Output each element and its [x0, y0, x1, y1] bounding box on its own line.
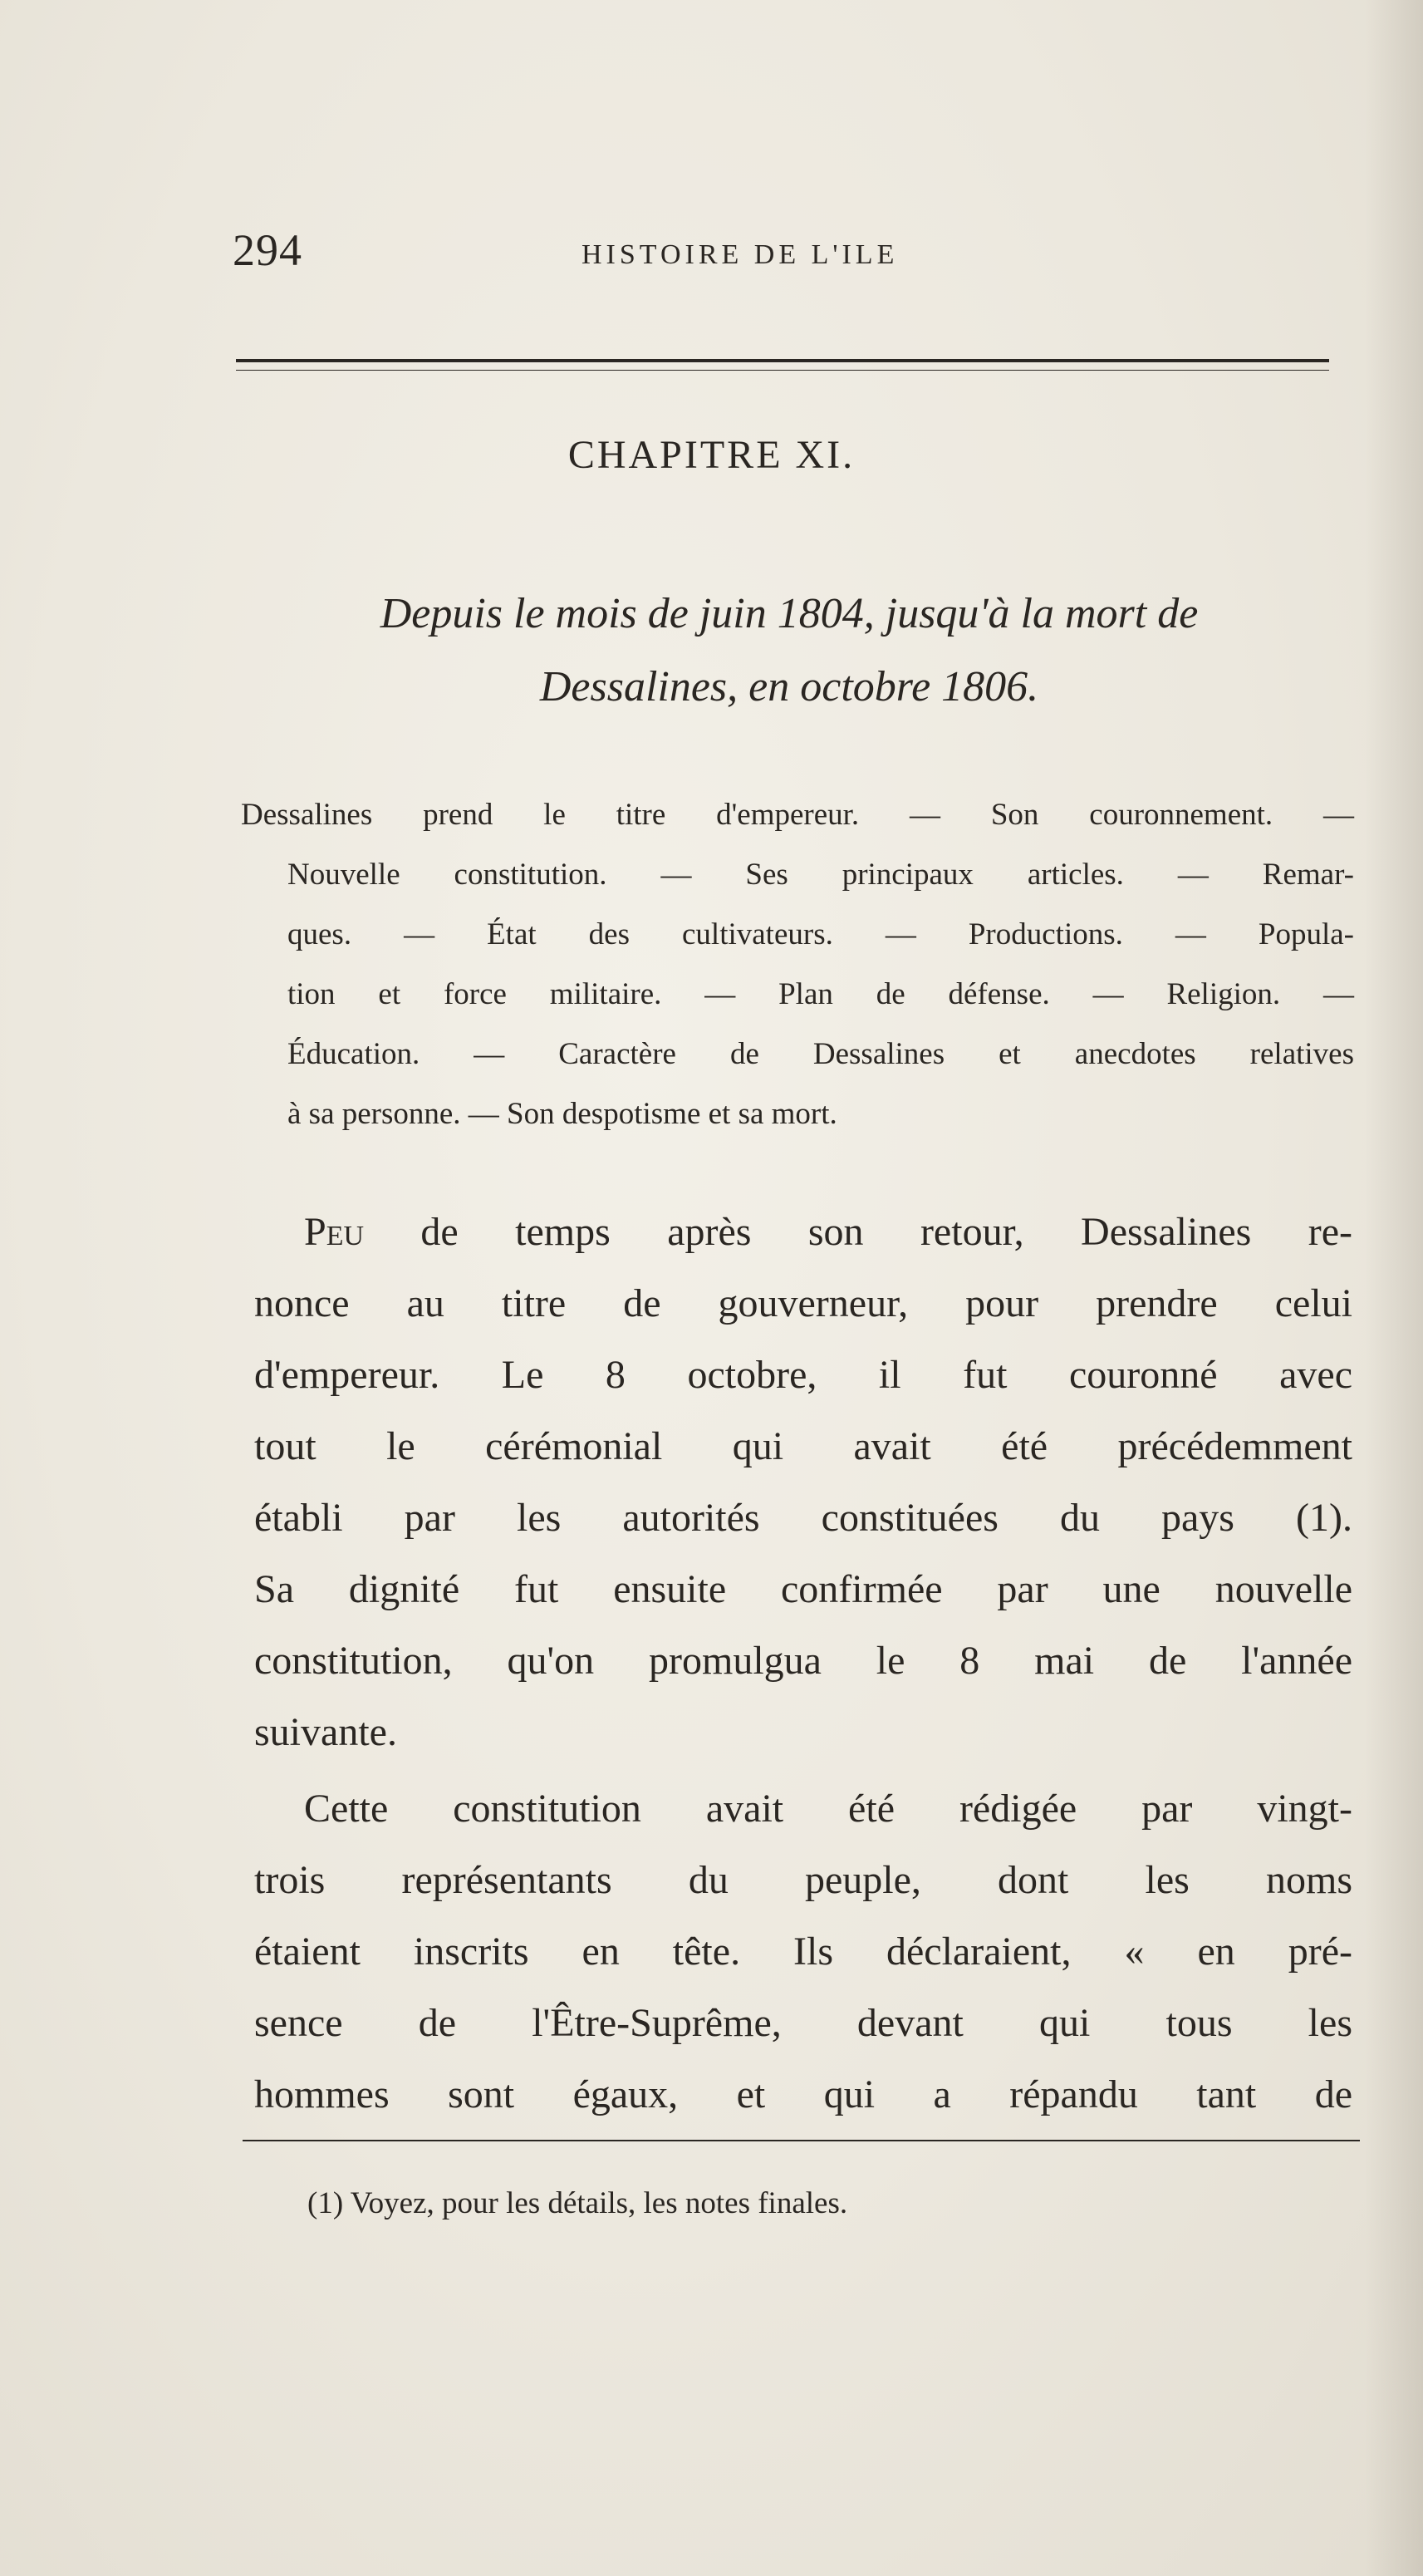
chapter-summary	[241, 785, 1354, 1144]
page-edge-shadow	[1365, 0, 1423, 2576]
body-line-rest: de temps après son retour, Dessalines re-	[364, 1210, 1352, 1254]
body-line: Cette constitution avait été rédigée par vingt-	[304, 1787, 1352, 1831]
body-text	[254, 1197, 1352, 2131]
body-line: tout le cérémonial qui avait été précédemment	[254, 1424, 1352, 1468]
chapter-subtitle-line: Depuis le mois de juin 1804, jusqu'à la mort de	[380, 590, 1199, 637]
body-line: d'empereur. Le 8 octobre, il fut couronné avec	[254, 1353, 1352, 1397]
summary-line: à sa personne. — Son despotisme et sa mort.	[287, 1097, 837, 1131]
body-line: suivante.	[254, 1710, 397, 1754]
footnote: (1) Voyez, pour les détails, les notes finales.	[307, 2186, 848, 2220]
summary-line: tion et force militaire. — Plan de défense. — Religion. —	[287, 977, 1354, 1011]
chapter-title: CHAPITRE XI.	[567, 433, 856, 477]
summary-line: Nouvelle constitution. — Ses principaux articles. — Remar-	[287, 858, 1354, 892]
running-title: HISTOIRE DE L'ILE	[581, 239, 899, 270]
body-line: nonce au titre de gouverneur, pour prendre celui	[254, 1281, 1352, 1325]
body-line: hommes sont égaux, et qui a répandu tant de	[254, 2072, 1352, 2116]
body-line: trois représentants du peuple, dont les noms	[254, 1858, 1352, 1902]
drop-word: Peu	[304, 1210, 365, 1254]
summary-line: Dessalines prend le titre d'empereur. — Son couronnement. —	[241, 798, 1354, 832]
body-line: Sa dignité fut ensuite confirmée par une nouvelle	[254, 1567, 1352, 1611]
body-line	[254, 1197, 1352, 1268]
chapter-subtitle-line: Dessalines, en octobre 1806.	[539, 663, 1039, 710]
summary-line: Éducation. — Caractère de Dessalines et anecdotes relatives	[287, 1037, 1354, 1071]
body-line: étaient inscrits en tête. Ils déclaraient, « en pré-	[254, 1930, 1352, 1974]
chapter-subtitle	[224, 578, 1354, 724]
running-head	[233, 224, 1362, 283]
body-line: constitution, qu'on promulgua le 8 mai de l'année	[254, 1639, 1352, 1683]
header-double-rule	[236, 359, 1329, 371]
body-line: établi par les autorités constituées du pays (1).	[254, 1496, 1352, 1540]
body-line: sence de l'Être-Suprême, devant qui tous les	[254, 2001, 1352, 2045]
page-number: 294	[233, 225, 302, 275]
summary-line: ques. — État des cultivateurs. — Productions. — Popula-	[287, 917, 1354, 951]
footnote-rule	[243, 2140, 1360, 2141]
